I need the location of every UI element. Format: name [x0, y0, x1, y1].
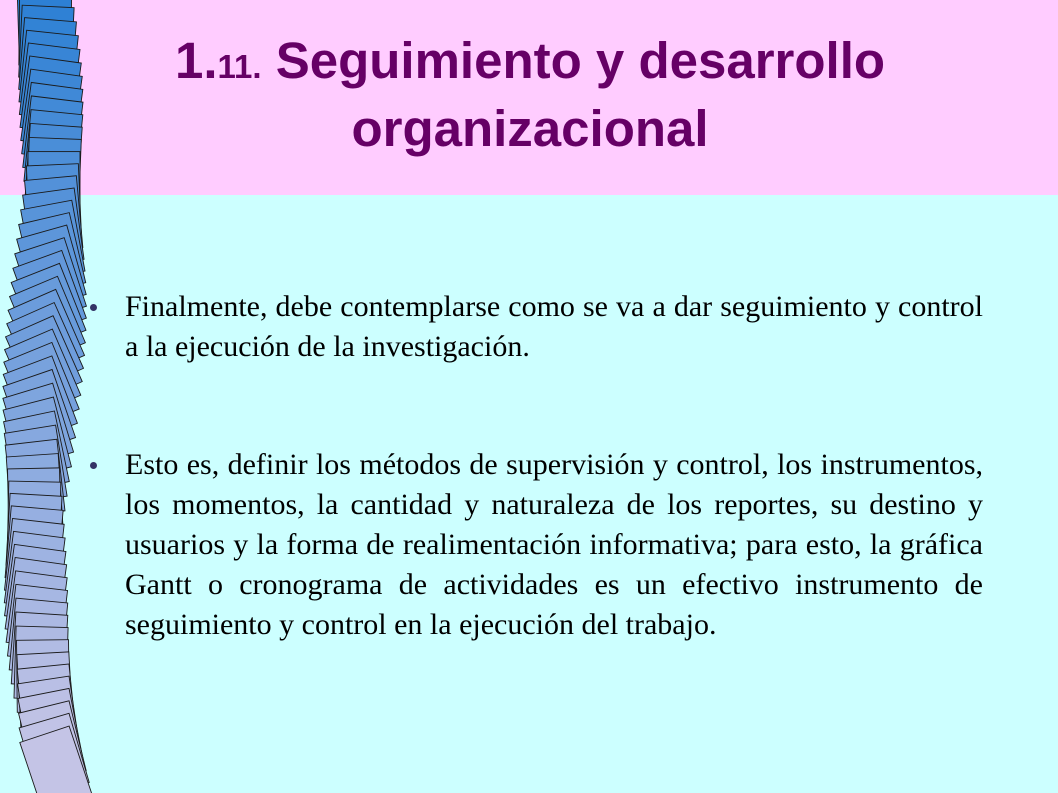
bullet-text: Finalmente, debe contemplarse como se va a dar seguimiento y control a la ejecución de la investigación.: [125, 290, 983, 363]
bullet-list: [78, 287, 983, 645]
slide-title: [90, 30, 970, 160]
title-text-1: Seguimiento y desarrollo: [275, 32, 886, 89]
title-band: [0, 0, 1058, 195]
bullet-item: [78, 287, 983, 367]
title-number: 1.: [174, 32, 218, 89]
title-number-sub: 11.: [217, 48, 262, 85]
bullet-item: [78, 445, 983, 645]
title-line-1: [90, 30, 970, 98]
title-line-2: organizacional: [351, 100, 709, 157]
bullet-text: Esto es, definir los métodos de supervisión y control, los instrumentos, los momentos, la cantidad y naturaleza de los reportes, su destino y usuarios y la forma de realimentación informativa; para esto, la gráfica Gantt o cronograma de actividades es un efectivo instrumento de seguimiento y control en la ejecución del trabajo.: [125, 448, 983, 641]
bullet-dot-icon: [90, 462, 97, 469]
bullet-dot-icon: [90, 304, 97, 311]
